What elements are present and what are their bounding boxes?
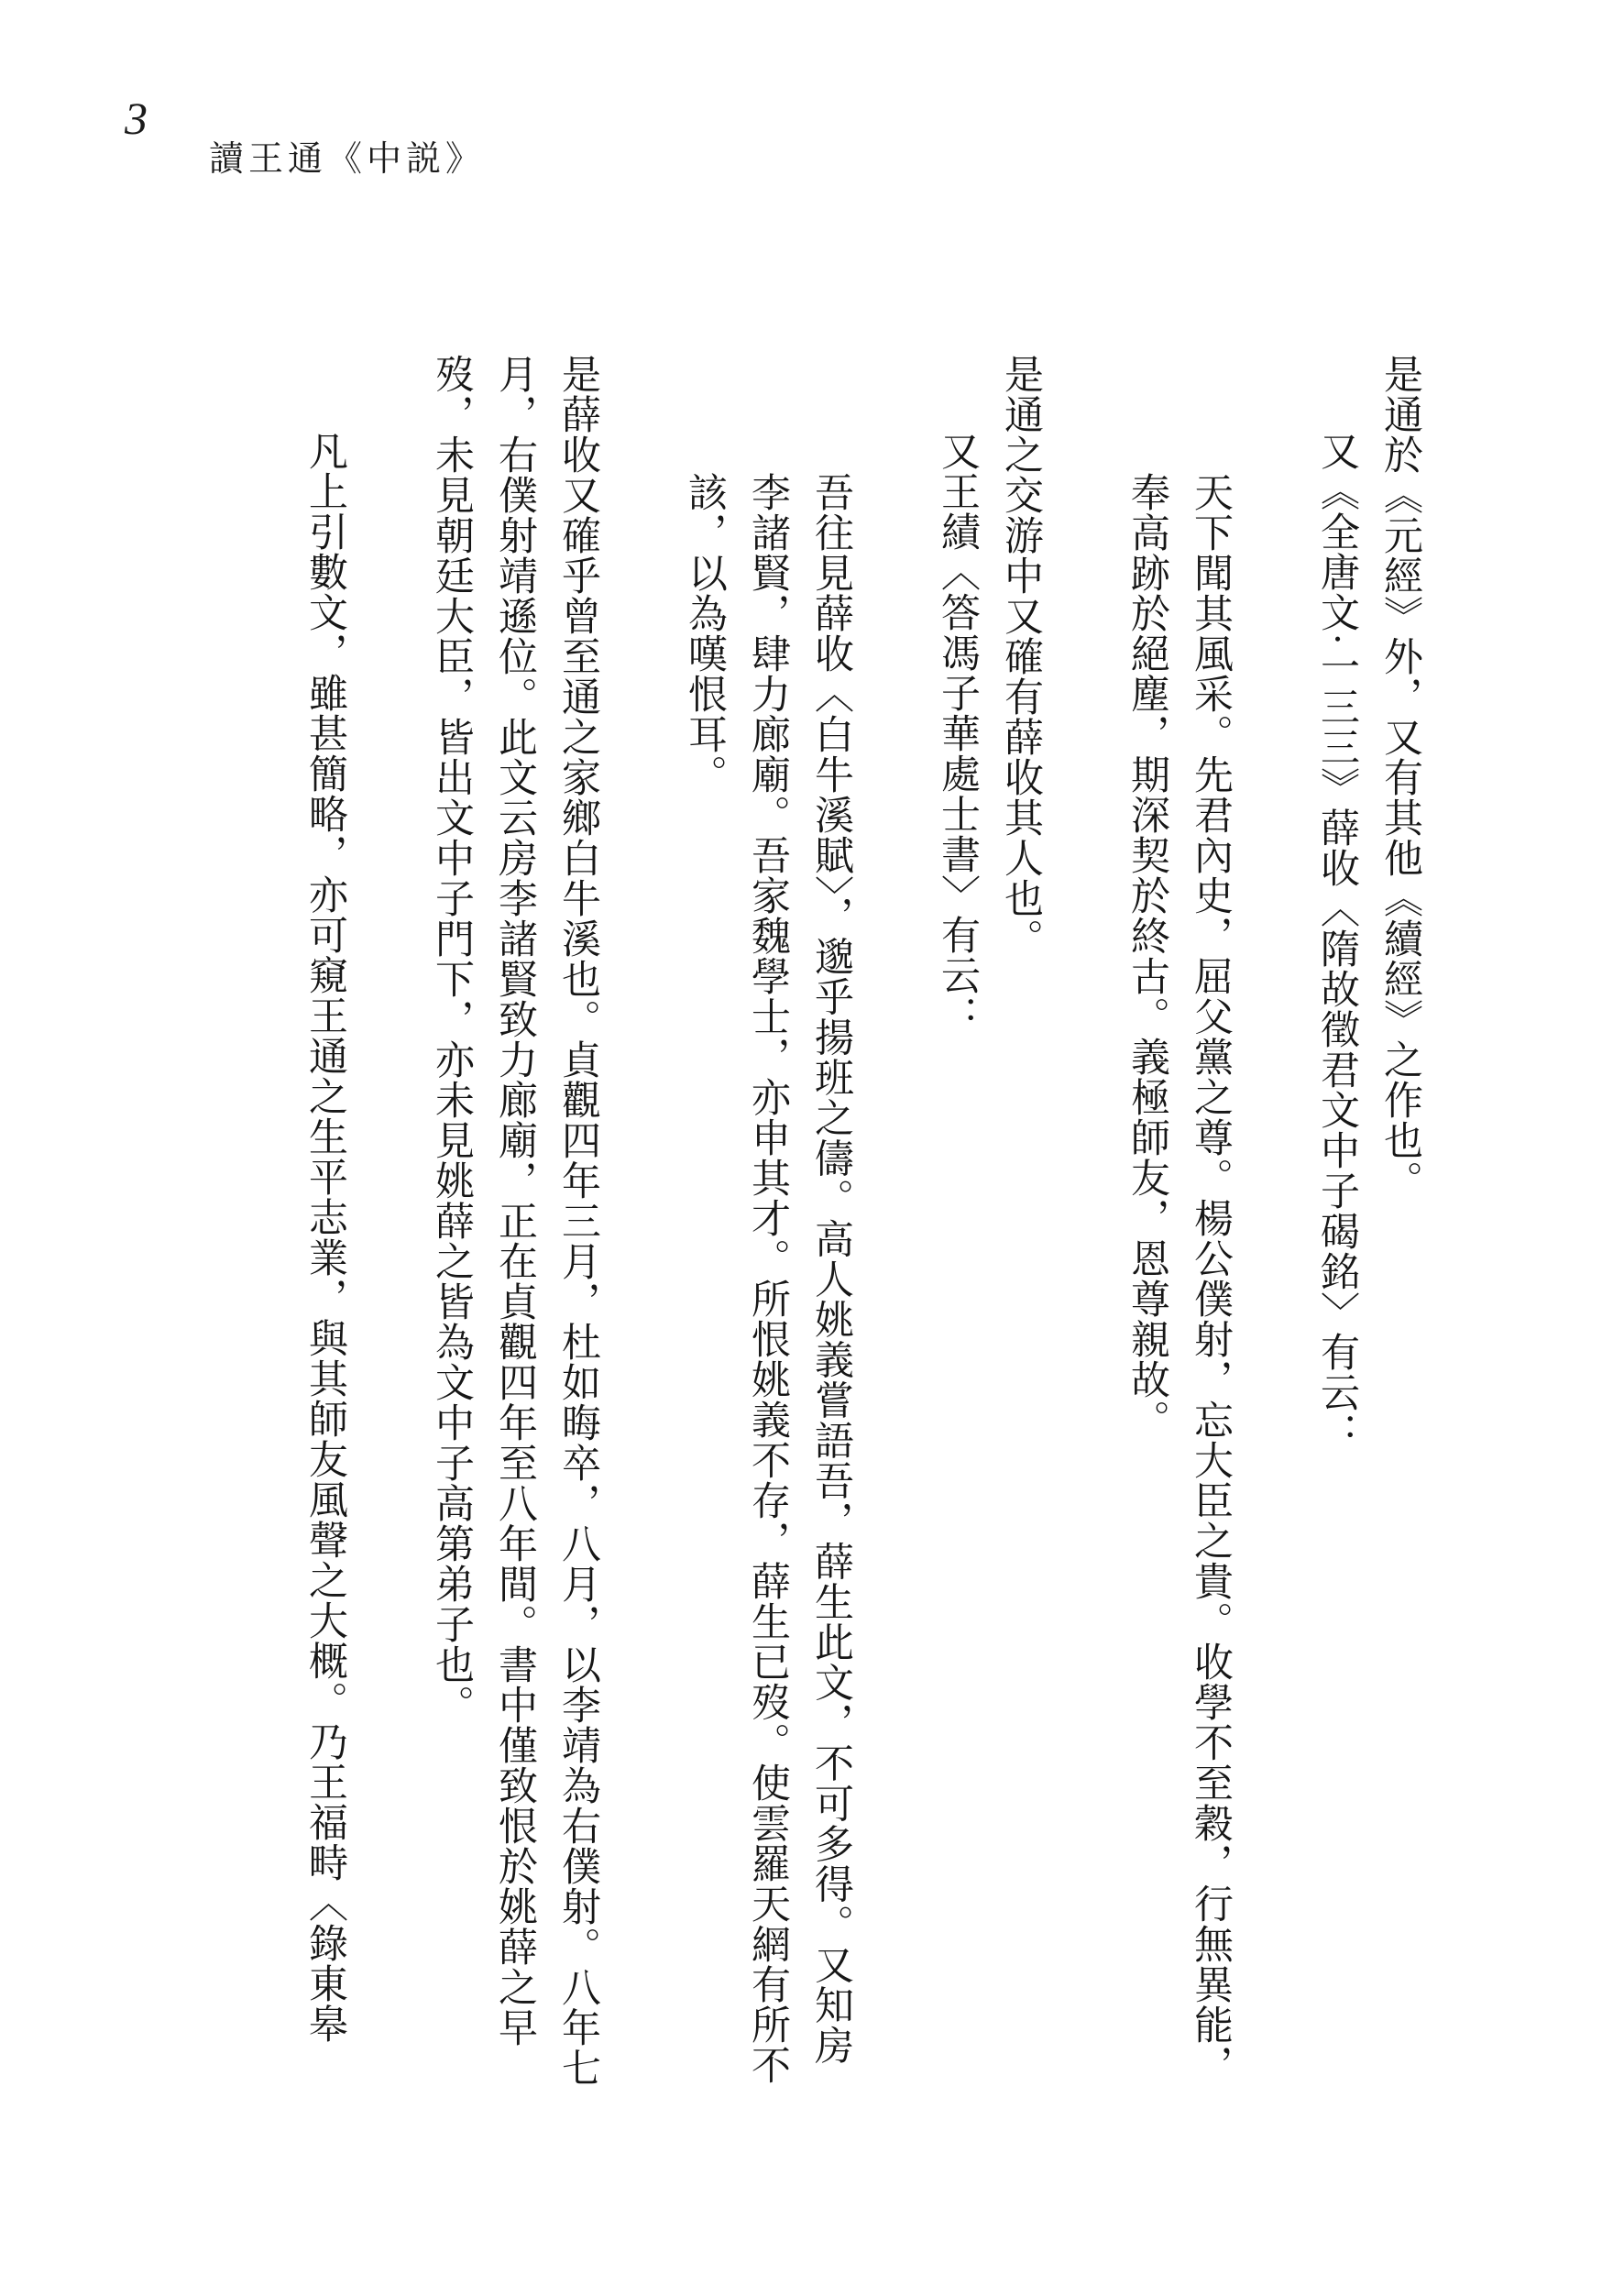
- paragraph-continuation-3: 是薛收又確乎曾至通之家鄉白牛溪也。貞觀四年三月，杜如晦卒，八月，以李靖為右僕射。八年七月，右僕射靖遜位。此文云房李諸賢致力廊廟，正在貞觀四年至八年間。書中僅致恨於姚薛之早歿，未見朝廷大臣，皆出文中子門下，亦未見姚薛之皆為文中子高第弟子也。: [430, 354, 599, 2088]
- paragraph-continuation-1: 是通於《元經》外，又有其他《續經》之作也。: [1378, 354, 1421, 1201]
- paragraph-quantangwen-intro: 又《全唐文·一三三》薛收〈隋故徵君文中子碣銘〉有云：: [1315, 431, 1358, 1454]
- main-text-block: [180, 354, 1432, 2095]
- paragraph-wangji-intro: 又王績〈答馮子華處士書〉有云：: [936, 431, 979, 1036]
- paragraph-continuation-2: 是通之交游中又確有薛收其人也。: [999, 354, 1042, 959]
- block-quote-jieming: 天下聞其風采。先君內史，屈父黨之尊。楊公僕射，忘大臣之貴。收學不至穀，行無異能，奉高跡於絕塵，期深契於終古。義極師友，恩尊親故。: [1125, 472, 1232, 2085]
- running-title: 讀王通《中説》: [209, 140, 486, 179]
- block-quote-chushishu: 吾往見薛收〈白牛溪賦〉，邈乎揚班之儔。高人姚義嘗語吾，薛生此文，不可多得。又知房李諸賢，肆力廊廟。吾家魏學士，亦申其才。所恨姚義不存，薛生已歿。使雲羅天網有所不該，以為嘆恨耳。: [683, 472, 852, 2085]
- paragraph-summary: 凡上引數文，雖甚簡略，亦可窺王通之生平志業，與其師友風聲之大概。乃王福畤〈錄東皋: [303, 431, 346, 2044]
- page-number: 3: [125, 93, 148, 144]
